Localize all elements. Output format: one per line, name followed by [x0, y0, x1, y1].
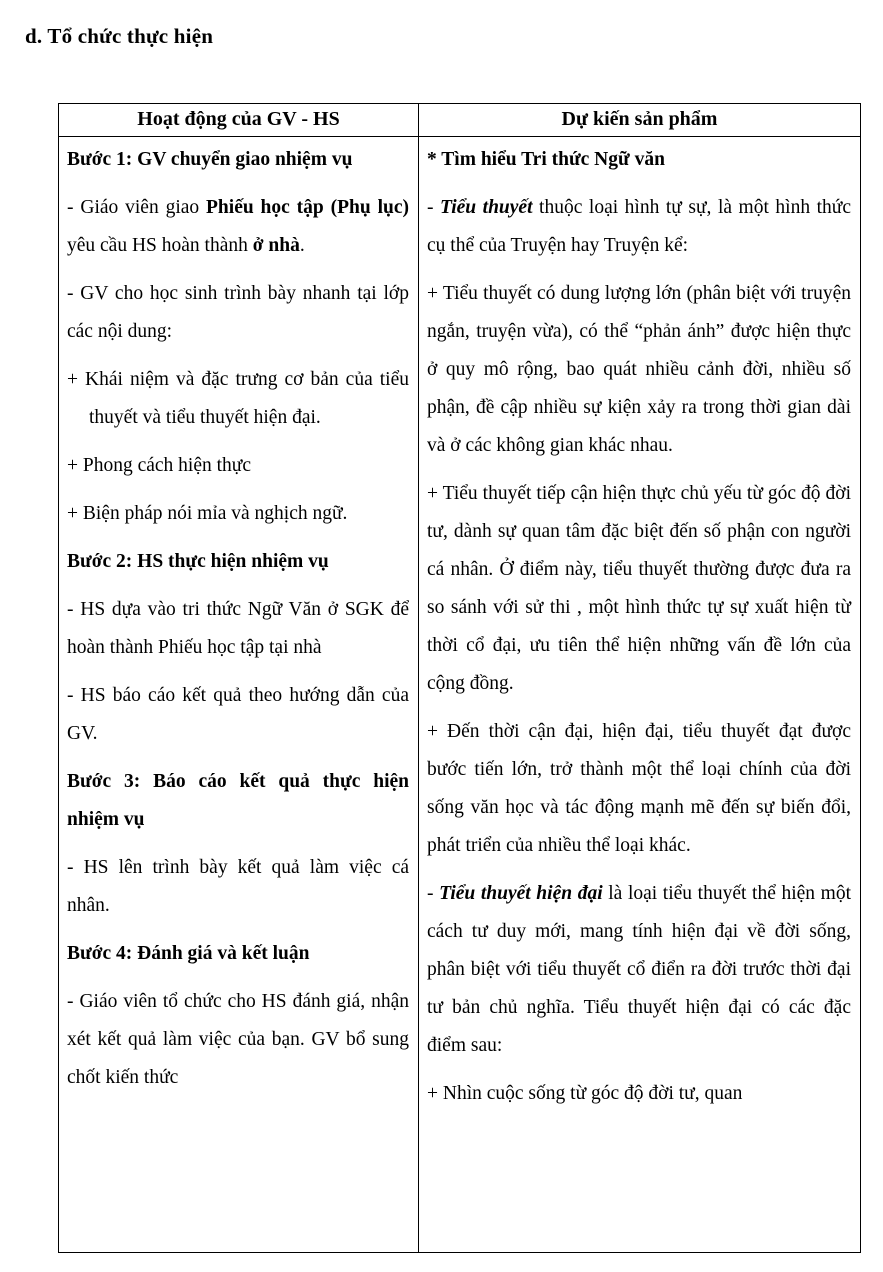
text-run: + Biện pháp nói mỉa và nghịch ngữ. [67, 503, 348, 524]
activities-cell [59, 137, 419, 1253]
text-run: Tiểu thuyết [440, 197, 533, 218]
text-run: - HS báo cáo kết quả theo hướng dẫn của GV. [67, 685, 409, 744]
text-run: - Giáo viên tổ chức cho HS đánh giá, nhận xét kết quả làm việc của bạn. GV bổ sung chốt kiến thức [67, 991, 409, 1088]
text-run: Phiếu học tập (Phụ lục) [206, 197, 409, 218]
paragraph [67, 141, 409, 179]
table-header-row [59, 104, 861, 137]
text-run: - HS dựa vào tri thức Ngữ Văn ở SGK để hoàn thành Phiếu học tập tại nhà [67, 599, 409, 658]
column-header-activities: Hoạt động của GV - HS [59, 104, 419, 137]
paragraph [427, 189, 851, 265]
paragraph [67, 189, 409, 265]
text-run: + Tiểu thuyết có dung lượng lớn (phân biệt với truyện ngắn, truyện vừa), có thể “phản ánh” được hiện thực ở quy mô rộng, bao quát nhiều cảnh đời, nhiều số phận, đề cập nhiều sự kiện xảy ra trong thời gian dài và ở các không gian khác nhau. [427, 283, 851, 456]
paragraph [67, 275, 409, 351]
text-run: - [427, 197, 441, 218]
table-body-row [59, 137, 861, 1253]
text-run: + Nhìn cuộc sống từ góc độ đời tư, quan [427, 1083, 743, 1104]
text-run: * Tìm hiểu Tri thức Ngữ văn [427, 149, 665, 170]
paragraph [427, 275, 851, 465]
paragraph [67, 763, 409, 839]
text-run: - Giáo viên giao [67, 197, 207, 218]
text-run: Bước 2: HS thực hiện nhiệm vụ [67, 551, 329, 572]
paragraph [67, 935, 409, 973]
lesson-plan-table [58, 103, 861, 1253]
text-run: + Khái niệm và đặc trưng cơ bản của tiểu thuyết và tiểu thuyết hiện đại. [67, 369, 409, 428]
text-run: Bước 1: GV chuyển giao nhiệm vụ [67, 149, 353, 170]
paragraph [427, 141, 851, 179]
text-run: thuộc loại hình tự sự, là một hình thức cụ thể của Truyện hay Truyện kể: [427, 197, 852, 256]
text-run: - HS lên trình bày kết quả làm việc cá nhân. [67, 857, 409, 916]
paragraph [427, 875, 851, 1065]
paragraph [67, 983, 409, 1097]
products-cell [419, 137, 861, 1253]
column-header-products: Dự kiến sản phẩm [419, 104, 861, 137]
paragraph [427, 1075, 851, 1113]
text-run: Bước 3: Báo cáo kết quả thực hiện nhiệm vụ [67, 771, 409, 830]
text-run: + Phong cách hiện thực [67, 455, 252, 476]
paragraph [67, 495, 409, 533]
paragraph [427, 475, 851, 703]
text-run: là loại tiểu thuyết thể hiện một cách tư duy mới, mang tính hiện đại về đời sống, phân biệt với tiểu thuyết cổ điển ra đời trước thời đại tư bản chủ nghĩa. Tiểu thuyết hiện đại có các đặc điểm sau: [427, 883, 852, 1056]
text-run: ở nhà [252, 235, 300, 256]
text-run: . [299, 235, 305, 256]
paragraph [67, 677, 409, 753]
text-run: yêu cầu HS hoàn thành [67, 235, 253, 256]
paragraph [67, 361, 409, 437]
text-run: + Tiểu thuyết tiếp cận hiện thực chủ yếu từ góc độ đời tư, dành sự quan tâm đặc biệt đến số phận con người cá nhân. Ở điểm này, tiểu thuyết thường được đưa ra so sánh với sử thi , một hình thức tự sự xuất hiện từ thời cổ đại, ưu tiên thể hiện những vấn đề lớn của cộng đồng. [427, 483, 851, 694]
text-run: - [427, 883, 440, 904]
paragraph [67, 543, 409, 581]
text-run: Tiểu thuyết hiện đại [439, 883, 603, 904]
paragraph [67, 849, 409, 925]
paragraph [67, 447, 409, 485]
text-run: Bước 4: Đánh giá và kết luận [67, 943, 310, 964]
text-run: - GV cho học sinh trình bày nhanh tại lớp các nội dung: [67, 283, 409, 342]
paragraph [67, 591, 409, 667]
text-run: + Đến thời cận đại, hiện đại, tiểu thuyết đạt được bước tiến lớn, trở thành một thể loại chính của đời sống văn học và tác động mạnh mẽ đến sự biến đổi, phát triển của nhiều thể loại khác. [427, 721, 851, 856]
section-heading: d. Tổ chức thực hiện [25, 24, 214, 48]
paragraph [427, 713, 851, 865]
